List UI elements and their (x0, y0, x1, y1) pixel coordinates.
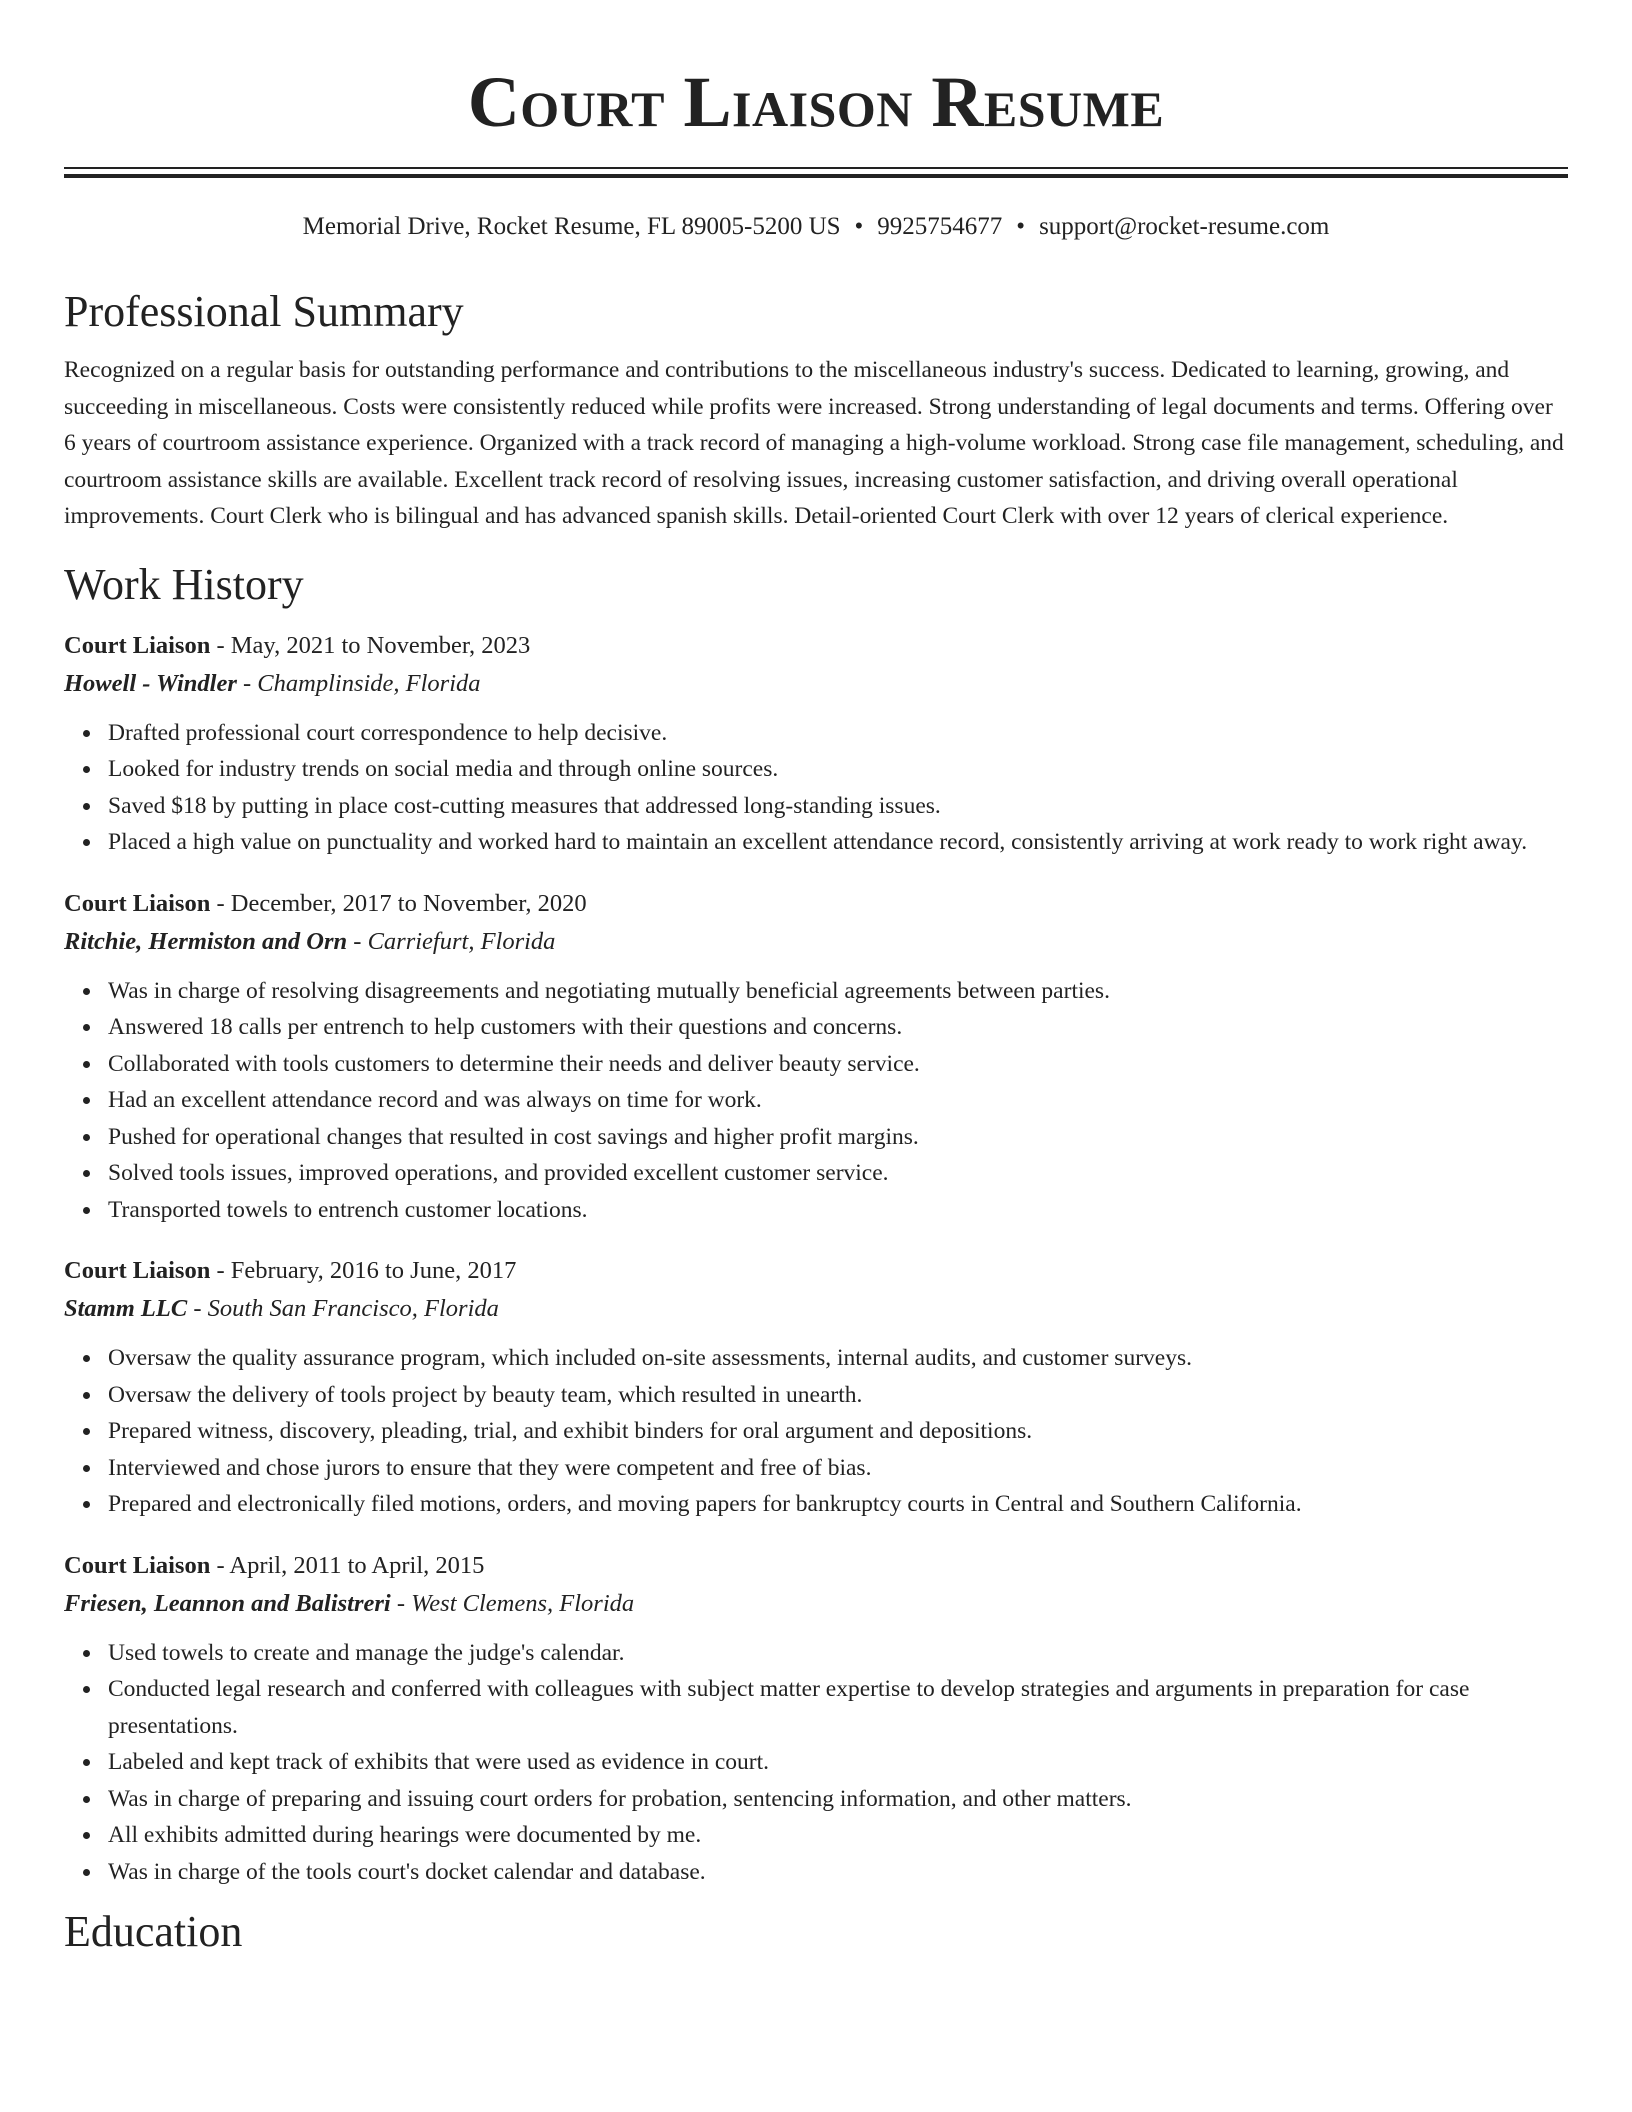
job-bullet-text: Conducted legal research and conferred with colleagues with subject matter expertise to develop strategies and arguments in preparation for case presentations. (108, 1676, 1470, 1739)
job-bullet-text: Pushed for operational changes that resulted in cost savings and higher profit margins. (108, 1123, 919, 1150)
job-company-line (64, 923, 1568, 961)
job-bullet (108, 1119, 1568, 1156)
job-bullet (108, 1082, 1568, 1119)
job-bullet (108, 973, 1568, 1010)
job-company: Howell - Windler (64, 669, 237, 697)
job-bullet (108, 824, 1568, 861)
job-company-line (64, 1585, 1568, 1623)
bullet-dot-icon (83, 1501, 90, 1508)
job-bullet (108, 1486, 1568, 1523)
job-bullet-text: Prepared witness, discovery, pleading, trial, and exhibit binders for oral argument and depositions. (108, 1418, 1033, 1444)
job-bullet (108, 1671, 1568, 1744)
job-bullet (108, 715, 1568, 752)
job-bullet-text: Was in charge of resolving disagreements and negotiating mutually beneficial agreements between parties. (108, 977, 1110, 1004)
job-bullet-text: Interviewed and chose jurors to ensure that they were competent and free of bias. (108, 1454, 872, 1481)
job-location: - Champlinside, Florida (236, 669, 481, 697)
contact-separator: • (1016, 213, 1026, 240)
job-bullet-text: Was in charge of preparing and issuing court orders for probation, sentencing information, and other matters. (108, 1785, 1132, 1812)
bullet-dot-icon (83, 839, 90, 846)
job-bullet-text: Answered 18 calls per entrench to help customers with their questions and concerns. (108, 1014, 903, 1040)
job-bullet (108, 1635, 1568, 1672)
job-bullet (108, 1744, 1568, 1781)
job-company: Friesen, Leannon and Balistreri (64, 1589, 391, 1617)
bullet-dot-icon (83, 1170, 90, 1177)
job-company: Ritchie, Hermiston and Orn (64, 927, 348, 955)
contact-separator: • (854, 213, 864, 240)
job-bullet-list (64, 973, 1568, 1229)
bullet-dot-icon (83, 1832, 90, 1839)
job-title-line (64, 885, 1568, 923)
bullet-dot-icon (83, 1869, 90, 1876)
job-bullet-text: Looked for industry trends on social media and through online sources. (108, 756, 779, 782)
contact-phone: 9925754677 (877, 213, 1003, 240)
job-bullet-text: Prepared and electronically filed motions, orders, and moving papers for bankruptcy courts in Central and Southern California. (108, 1491, 1302, 1517)
job-bullet-text: Oversaw the quality assurance program, which included on-site assessments, internal audits, and customer surveys. (108, 1345, 1192, 1371)
job-dates: - April, 2011 to April, 2015 (210, 1551, 485, 1579)
job-bullet-text: Labeled and kept track of exhibits that were used as evidence in court. (108, 1749, 770, 1775)
bullet-dot-icon (83, 803, 90, 810)
job-location: - South San Francisco, Florida (187, 1295, 499, 1322)
job-bullet-list (64, 1635, 1568, 1891)
job-company: Stamm LLC (64, 1295, 188, 1322)
bullet-dot-icon (83, 1759, 90, 1766)
job-dates: - December, 2017 to November, 2020 (210, 889, 587, 917)
job-bullet-text: Placed a high value on punctuality and worked hard to maintain an excellent attendance record, consistently arriving at work ready to work right away. (108, 829, 1528, 855)
bullet-dot-icon (83, 1428, 90, 1435)
job-company-line (64, 665, 1568, 703)
job-bullet (108, 1192, 1568, 1229)
job-bullet-text: Oversaw the delivery of tools project by beauty team, which resulted in unearth. (108, 1381, 863, 1408)
contact-email: support@rocket-resume.com (1039, 213, 1330, 240)
summary-text: Recognized on a regular basis for outstanding performance and contributions to the miscellaneous industry's success. Dedicated to learning, growing, and succeeding in miscellaneous. Costs were consistently reduced while profits were increased. Strong understanding of legal documents and terms. Offering over 6 years of courtroom assistance experience. Organized with a track record of managing a high-volume workload. Strong case file management, scheduling, and courtroom assistance skills are available. Excellent track record of resolving issues, increasing customer satisfaction, and driving overall operational improvements. Court Clerk who is bilingual and has advanced spanish skills. Detail-oriented Court Clerk with over 12 years of clerical experience. (64, 357, 1564, 529)
job-title-line (64, 1547, 1568, 1585)
work-history-heading: Work History (64, 559, 304, 609)
job-bullet-list (64, 1340, 1568, 1523)
job-bullet-text: All exhibits admitted during hearings were documented by me. (108, 1822, 702, 1848)
bullet-dot-icon (83, 988, 90, 995)
job-title: Court Liaison (64, 889, 211, 917)
job-bullet (108, 1155, 1568, 1192)
job-bullet-text: Collaborated with tools customers to determine their needs and deliver beauty service. (108, 1050, 920, 1077)
bullet-dot-icon (83, 766, 90, 773)
job-location: - Carriefurt, Florida (347, 927, 556, 955)
job-bullet-text: Had an excellent attendance record and was always on time for work. (108, 1087, 762, 1113)
resume-page (64, 0, 1568, 1960)
job-bullet-list (64, 715, 1568, 861)
title-rule-top (64, 167, 1568, 169)
job-bullet (108, 1009, 1568, 1046)
work-history-list (64, 627, 1568, 1891)
contact-line (64, 210, 1568, 244)
job-title-line (64, 1252, 1568, 1290)
job-bullet (108, 1413, 1568, 1450)
job-bullet-text: Was in charge of the tools court's docket calendar and database. (108, 1858, 706, 1885)
job-title: Court Liaison (64, 1551, 211, 1579)
job-location: - West Clemens, Florida (390, 1589, 635, 1617)
bullet-dot-icon (83, 1465, 90, 1472)
bullet-dot-icon (83, 730, 90, 737)
summary-heading: Professional Summary (64, 287, 464, 336)
job-entry (64, 627, 1568, 861)
job-company-line (64, 1290, 1568, 1328)
resume-title: Court Liaison Resume (467, 62, 1165, 142)
job-bullet-text: Transported towels to entrench customer locations. (108, 1196, 588, 1223)
bullet-dot-icon (83, 1686, 90, 1693)
job-bullet-text: Drafted professional court correspondence to help decisive. (108, 719, 668, 746)
education-heading: Education (64, 1907, 243, 1956)
job-bullet (108, 1340, 1568, 1377)
job-bullet (108, 751, 1568, 788)
bullet-dot-icon (83, 1024, 90, 1031)
bullet-dot-icon (83, 1796, 90, 1803)
job-entry (64, 885, 1568, 1229)
bullet-dot-icon (83, 1355, 90, 1362)
job-title: Court Liaison (64, 1257, 211, 1284)
job-entry (64, 1252, 1568, 1523)
bullet-dot-icon (83, 1392, 90, 1399)
job-bullet-text: Solved tools issues, improved operations, and provided excellent customer service. (108, 1160, 889, 1186)
job-bullet (108, 1377, 1568, 1414)
bullet-dot-icon (83, 1097, 90, 1104)
bullet-dot-icon (83, 1134, 90, 1141)
contact-address: Memorial Drive, Rocket Resume, FL 89005-5200 US (302, 213, 841, 240)
job-bullet (108, 1781, 1568, 1818)
job-bullet-text: Saved $18 by putting in place cost-cutting measures that addressed long-standing issues. (108, 792, 941, 819)
job-title: Court Liaison (64, 631, 211, 659)
job-bullet (108, 788, 1568, 825)
title-rule-bottom (64, 174, 1568, 178)
job-bullet (108, 1046, 1568, 1083)
job-title-line (64, 627, 1568, 665)
job-bullet-text: Used towels to create and manage the judge's calendar. (108, 1639, 625, 1666)
job-bullet (108, 1817, 1568, 1854)
bullet-dot-icon (83, 1061, 90, 1068)
job-entry (64, 1547, 1568, 1891)
job-bullet (108, 1854, 1568, 1891)
job-bullet (108, 1450, 1568, 1487)
bullet-dot-icon (83, 1650, 90, 1657)
job-dates: - May, 2021 to November, 2023 (210, 631, 531, 659)
bullet-dot-icon (83, 1207, 90, 1214)
job-dates: - February, 2016 to June, 2017 (210, 1257, 517, 1284)
